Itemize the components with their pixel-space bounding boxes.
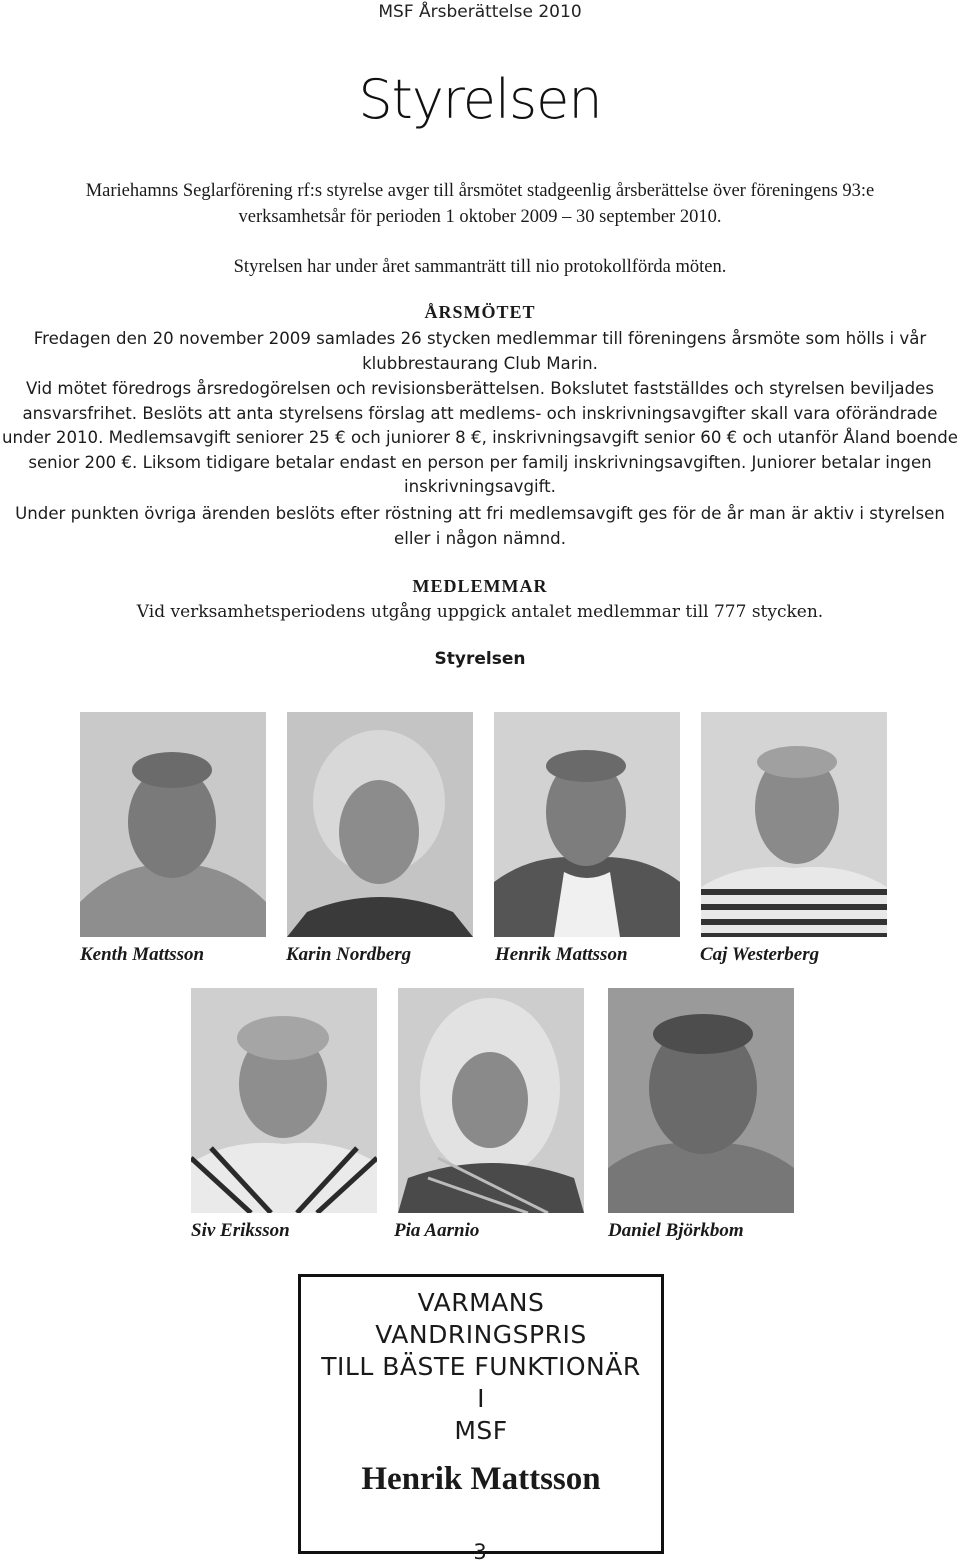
award-winner: Henrik Mattsson <box>361 1461 601 1497</box>
award-line: VARMANS <box>417 1288 545 1317</box>
page-number: 3 <box>473 1540 487 1564</box>
arsmotet-paragraph-3: Under punkten övriga ärenden beslöts efter röstning att fri medlemsavgift ges för de år man är aktiv i styrelsen eller i någon nämnd. <box>15 504 945 548</box>
award-line: VANDRINGSPRIS <box>375 1320 587 1349</box>
arsmotet-paragraph-2: Vid mötet föredrogs årsredogörelsen och revisionsberättelsen. Bokslutet fastställdes och styrelsen beviljades ansvarsfrihet. Beslöts att anta styrelsens förslag att medlems- och inskrivningsavgifter skall vara oförändrade under 2010. Medlemsavgift seniorer 25 € och juniorer 8 €, inskrivningsavgift senior 60 € och utanför Åland boende senior 200 €. Liksom tidigare betalar endast en person per familj inskrivningsavgiften. Juniorer betalar ingen inskrivningsavgift. <box>2 379 958 497</box>
member-photo-caj <box>701 712 887 937</box>
member-name-kenth: Kenth Mattsson <box>80 944 205 965</box>
member-name-siv: Siv Eriksson <box>191 1220 290 1241</box>
running-header: MSF Årsberättelse 2010 <box>378 2 582 22</box>
member-photo-henrik <box>494 712 680 937</box>
member-photo-kenth <box>80 712 266 937</box>
award-line: MSF <box>454 1416 508 1445</box>
section-heading-arsmotet: ÅRSMÖTET <box>424 302 536 322</box>
member-photo-siv <box>191 988 377 1213</box>
award-line: TILL BÄSTE FUNKTIONÄR <box>321 1352 641 1381</box>
section-heading-medlemmar: MEDLEMMAR <box>412 576 548 596</box>
member-name-daniel: Daniel Björkbom <box>608 1220 744 1241</box>
member-name-henrik: Henrik Mattsson <box>495 944 628 965</box>
award-line: I <box>477 1384 485 1413</box>
intro-paragraph: Mariehamns Seglarförening rf:s styrelse avger till årsmötet stadgeenlig årsberättelse över föreningens 93:e verksamhetsår för perioden 1 oktober 2009 – 30 september 2010. <box>85 181 875 227</box>
member-name-pia: Pia Aarnio <box>394 1220 480 1241</box>
board-caption: Styrelsen <box>434 649 526 669</box>
award-box <box>298 1274 664 1554</box>
member-name-caj: Caj Westerberg <box>700 944 820 965</box>
medlemmar-paragraph: Vid verksamhetsperiodens utgång uppgick antalet medlemmar till 777 stycken. <box>136 602 824 622</box>
arsmotet-paragraph-1: Fredagen den 20 november 2009 samlades 26 stycken medlemmar till föreningens årsmöte som hölls i vår klubbrestaurang Club Marin. <box>33 329 927 373</box>
page-title: Styrelsen <box>358 68 602 131</box>
meetings-paragraph: Styrelsen har under året sammanträtt till nio protokollförda möten. <box>233 257 727 277</box>
member-name-karin: Karin Nordberg <box>286 944 412 965</box>
award-title <box>301 1287 661 1447</box>
member-photo-karin <box>287 712 473 937</box>
member-photo-pia <box>398 988 584 1213</box>
member-photo-daniel <box>608 988 794 1213</box>
